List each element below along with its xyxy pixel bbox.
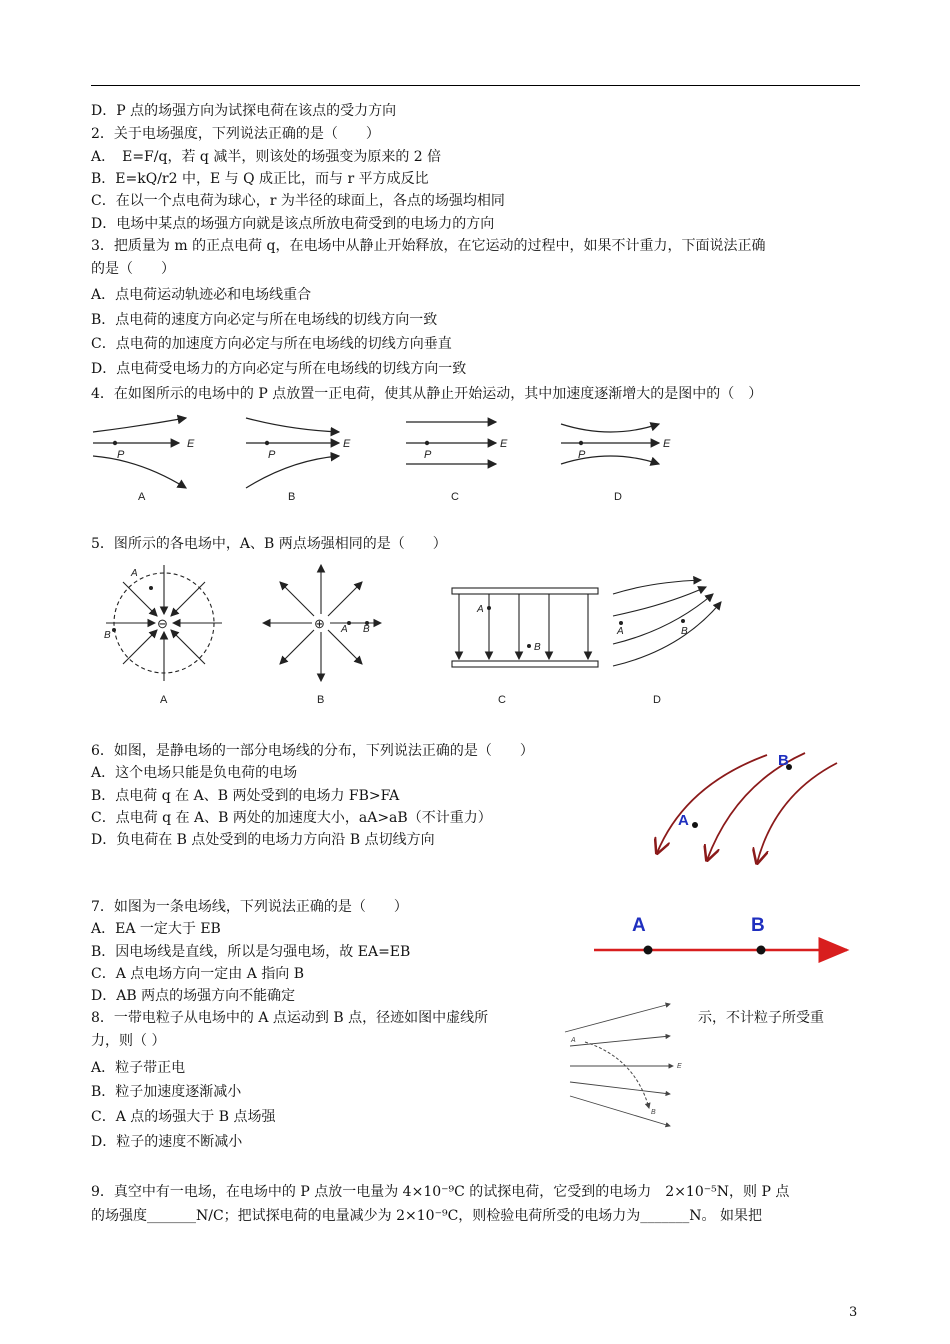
q8-stem-line2: 力，则（ ）: [91, 1033, 166, 1049]
q5-stem: 5．图所示的各电场中，A、B 两点场强相同的是（ ）: [91, 536, 447, 552]
q7-figure: [592, 910, 862, 970]
q5-b-label-b: B: [363, 624, 370, 635]
q5-a-point-b: [112, 628, 116, 632]
q8-label-a: A: [571, 1037, 576, 1044]
q5-a-label-b: B: [104, 630, 111, 641]
q4-point-a: [113, 441, 117, 445]
q4-e-label-a: E: [187, 438, 195, 450]
q2-stem: 2．关于电场强度，下列说法正确的是（ ）: [91, 126, 380, 142]
q7-point-a: [644, 946, 653, 955]
q5-a-label-a: A: [131, 568, 138, 579]
q4-e-label-b: E: [343, 438, 351, 450]
q8-option-d: D．粒子的速度不断减小: [91, 1134, 243, 1150]
q4-p-label-d: P: [578, 449, 586, 461]
q4-p-label-a: P: [117, 449, 125, 461]
q5-c-point-a: [487, 606, 491, 610]
q1-option-d: D．P 点的场强方向为试探电荷在该点的受力方向: [91, 103, 397, 119]
q5-caption-d: D: [653, 694, 661, 706]
q7-option-a: A．EA 一定大于 EB: [91, 921, 221, 937]
q9-line1: 9．真空中有一电场，在电场中的 P 点放一电量为 4×10⁻⁹C 的试探电荷，它受到的电场力 2×10⁻⁵N，则 P 点: [91, 1184, 790, 1200]
q4-point-b: [265, 441, 269, 445]
q6-option-b: B．点电荷 q 在 A、B 两处受到的电场力 FB>FA: [91, 788, 400, 804]
q5-caption-c: C: [498, 694, 506, 706]
q4-caption-c: C: [451, 491, 459, 503]
q4-e-label-c: E: [500, 438, 508, 450]
q6-option-a: A．这个电场只能是负电荷的电场: [91, 765, 298, 781]
q2-option-d: D．电场中某点的场强方向就是该点所放电荷受到的电场力的方向: [91, 216, 495, 232]
page-number: 3: [849, 1305, 858, 1320]
q4-point-c: [425, 441, 429, 445]
q3-option-d: D．点电荷受电场力的方向必定与所在电场线的切线方向一致: [91, 361, 467, 377]
q5-figure: [91, 560, 731, 710]
q7-option-d: D．AB 两点的场强方向不能确定: [91, 988, 296, 1004]
q5-d-point-a: [619, 621, 623, 625]
q8-option-a: A．粒子带正电: [91, 1060, 186, 1076]
q6-stem: 6．如图，是静电场的一部分电场线的分布，下列说法正确的是（ ）: [91, 743, 534, 759]
q4-diagram-c: [406, 422, 496, 464]
q5-positive-charge: ⊕: [314, 616, 325, 631]
q6-figure: [645, 745, 865, 875]
q8-label-b: B: [651, 1109, 656, 1116]
q5-d-label-b: B: [681, 626, 688, 637]
q4-p-label-c: P: [424, 449, 432, 461]
q6-point-a: [692, 822, 698, 828]
q6-label-a: A: [678, 812, 689, 829]
q4-diagram-b: [246, 418, 339, 488]
q4-stem: 4．在如图所示的电场中的 P 点放置一正电荷，使其从静止开始运动，其中加速度逐渐增大的是图中的（ ）: [91, 386, 763, 402]
q5-b-label-a: A: [341, 624, 348, 635]
q3-stem-line1: 3．把质量为 m 的正点电荷 q，在电场中从静止开始释放，在它运动的过程中，如果不计重力，下面说法正确: [91, 238, 766, 254]
q3-option-c: C．点电荷的加速度方向必定与所在电场线的切线方向垂直: [91, 336, 452, 352]
q7-point-b: [757, 946, 766, 955]
q2-option-b: B．E=kQ/r2 中，E 与 Q 成正比，而与 r 平方成反比: [91, 171, 429, 187]
q5-diagram-d: [613, 580, 721, 666]
q5-a-point-a: [149, 586, 153, 590]
q4-caption-d: D: [614, 491, 622, 503]
q4-diagram-a: [93, 418, 186, 488]
q7-option-c: C．A 点电场方向一定由 A 指向 B: [91, 966, 305, 982]
q5-caption-a: A: [160, 694, 168, 706]
q7-stem: 7．如图为一条电场线，下列说法正确的是（ ）: [91, 899, 408, 915]
q6-option-c: C．点电荷 q 在 A、B 两处的加速度大小，aA>aB（不计重力）: [91, 810, 492, 826]
q5-c-label-a: A: [477, 604, 484, 615]
q2-option-c: C．在以一个点电荷为球心，r 为半径的球面上，各点的场强均相同: [91, 193, 505, 209]
q8-label-e: E: [677, 1063, 682, 1070]
q7-option-b: B．因电场线是直线，所以是匀强电场，故 EA=EB: [91, 944, 411, 960]
q5-diagram-c: [452, 588, 598, 667]
q8-stem-line1-continued: 示，不计粒子所受重: [698, 1010, 824, 1026]
q5-c-label-b: B: [534, 642, 541, 653]
q4-caption-a: A: [138, 491, 146, 503]
q5-c-point-b: [527, 644, 531, 648]
header-rule: [91, 85, 860, 86]
q8-trajectory: [585, 1042, 649, 1108]
q5-d-label-a: A: [617, 626, 624, 637]
q6-option-d: D．负电荷在 B 点处受到的电场力方向沿 B 点切线方向: [91, 832, 435, 848]
q8-option-c: C．A 点的场强大于 B 点场强: [91, 1109, 276, 1125]
q5-negative-charge: ⊖: [157, 616, 168, 631]
q4-p-label-b: P: [268, 449, 276, 461]
q3-stem-line2: 的是（ ）: [91, 261, 175, 277]
q8-figure: [565, 998, 695, 1133]
q4-e-label-d: E: [663, 438, 671, 450]
q4-figure: [91, 410, 691, 510]
q7-label-a: A: [632, 915, 646, 936]
q3-option-a: A．点电荷运动轨迹必和电场线重合: [91, 287, 312, 303]
q5-d-point-b: [681, 619, 685, 623]
q4-point-d: [579, 441, 583, 445]
q5-caption-b: B: [317, 694, 325, 706]
q8-option-b: B．粒子加速度逐渐减小: [91, 1084, 242, 1100]
q3-option-b: B．点电荷的速度方向必定与所在电场线的切线方向一致: [91, 312, 438, 328]
q4-caption-b: B: [288, 491, 296, 503]
q6-field-lines: [657, 753, 837, 863]
q8-stem-line1: 8．一带电粒子从电场中的 A 点运动到 B 点，径迹如图中虚线所: [91, 1010, 489, 1026]
q8-field-lines: [565, 1004, 673, 1126]
q7-label-b: B: [751, 915, 765, 936]
q2-option-a: A． E=F/q，若 q 减半，则该处的场强变为原来的 2 倍: [91, 149, 442, 165]
q9-line2: 的场强度_______N/C；把试探电荷的电量减少为 2×10⁻⁹C，则检验电荷所受的电场力为_______N。 如果把: [91, 1208, 762, 1224]
q6-label-b: B: [778, 752, 789, 769]
q4-diagram-d: [561, 424, 659, 464]
